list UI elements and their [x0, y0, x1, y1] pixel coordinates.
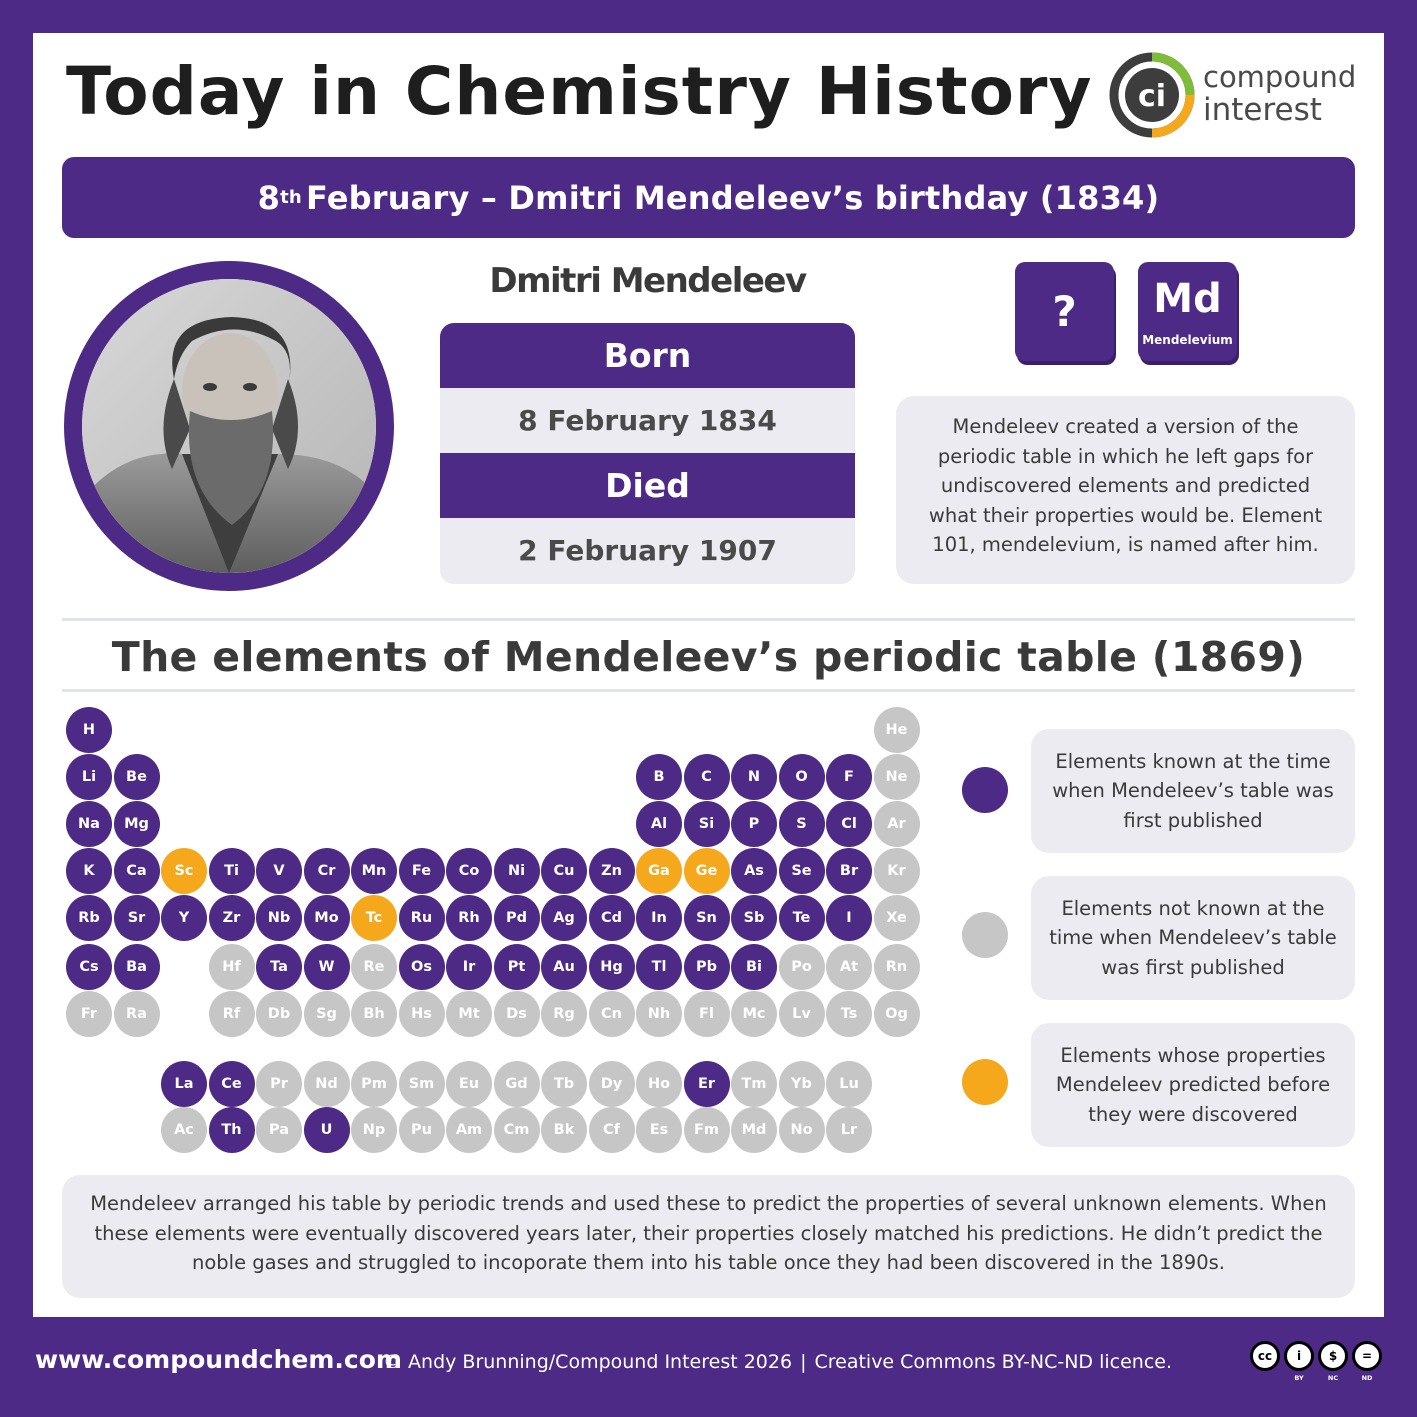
element-mt: Mt	[446, 991, 492, 1037]
element-ts: Ts	[826, 991, 872, 1037]
element-og: Og	[874, 991, 920, 1037]
mendelevium-name: Mendelevium	[1142, 333, 1233, 347]
element-cm: Cm	[494, 1107, 540, 1153]
infographic-card	[33, 33, 1384, 1317]
element-au: Au	[541, 944, 587, 990]
element-ru: Ru	[399, 895, 445, 941]
element-te: Te	[779, 895, 825, 941]
divider-top	[62, 618, 1355, 621]
legend-known-dot	[962, 767, 1008, 813]
element-s: S	[779, 801, 825, 847]
element-hg: Hg	[589, 944, 635, 990]
element-k: K	[66, 848, 112, 894]
element-br: Br	[826, 848, 872, 894]
person-name: Dmitri Mendeleev	[489, 261, 806, 301]
logo-line1: compound	[1203, 60, 1357, 94]
element-al: Al	[636, 801, 682, 847]
element-b: B	[636, 754, 682, 800]
element-xe: Xe	[874, 895, 920, 941]
element-ba: Ba	[114, 944, 160, 990]
element-lv: Lv	[779, 991, 825, 1037]
element-pu: Pu	[399, 1107, 445, 1153]
element-cl: Cl	[826, 801, 872, 847]
element-nd: Nd	[304, 1061, 350, 1107]
element-co: Co	[446, 848, 492, 894]
element-ca: Ca	[114, 848, 160, 894]
logo-mark: ci	[1137, 79, 1167, 114]
cc-nc-label: NC	[1327, 1374, 1339, 1382]
cc-nd-icon: =	[1352, 1341, 1382, 1371]
element-th: Th	[209, 1107, 255, 1153]
element-f: F	[826, 754, 872, 800]
main-title: Today in Chemistry History	[66, 53, 1093, 130]
cc-by-icon: i	[1284, 1341, 1314, 1371]
element-se: Se	[779, 848, 825, 894]
element-in: In	[636, 895, 682, 941]
compound-interest-logo	[1108, 51, 1368, 136]
banner-day-suffix: th	[280, 187, 302, 208]
footer-url-link[interactable]: www.compoundchem.com	[35, 1345, 402, 1374]
element-pt: Pt	[494, 944, 540, 990]
element-bk: Bk	[541, 1107, 587, 1153]
element-fl: Fl	[684, 991, 730, 1037]
element-tm: Tm	[731, 1061, 777, 1107]
born-label: Born	[440, 323, 855, 388]
mendelevium-tile	[1138, 262, 1237, 361]
element-am: Am	[446, 1107, 492, 1153]
licence-text: Creative Commons BY-NC-ND licence.	[814, 1351, 1173, 1373]
element-cf: Cf	[589, 1107, 635, 1153]
element-p: P	[731, 801, 777, 847]
legend-predicted-text: Elements whose properties Mendeleev predicted before they were discovered	[1031, 1023, 1355, 1147]
element-nb: Nb	[256, 895, 302, 941]
element-ni: Ni	[494, 848, 540, 894]
element-rb: Rb	[66, 895, 112, 941]
portrait-photo	[64, 261, 394, 591]
element-fm: Fm	[684, 1107, 730, 1153]
element-ac: Ac	[161, 1107, 207, 1153]
legend-predicted-dot	[962, 1059, 1008, 1105]
element-lu: Lu	[826, 1061, 872, 1107]
element-n: N	[731, 754, 777, 800]
element-u: U	[304, 1107, 350, 1153]
element-ds: Ds	[494, 991, 540, 1037]
element-rf: Rf	[209, 991, 255, 1037]
element-ne: Ne	[874, 754, 920, 800]
legend-unknown-dot	[962, 912, 1008, 958]
divider-bottom	[62, 689, 1355, 692]
element-sr: Sr	[114, 895, 160, 941]
banner-day: 8	[257, 178, 281, 217]
copyright-text: © Andy Brunning/Compound Interest 2026	[383, 1351, 793, 1373]
element-ra: Ra	[114, 991, 160, 1037]
element-cn: Cn	[589, 991, 635, 1037]
cc-licence-badges	[1250, 1341, 1385, 1387]
element-tb: Tb	[541, 1061, 587, 1107]
element-db: Db	[256, 991, 302, 1037]
element-pr: Pr	[256, 1061, 302, 1107]
element-si: Si	[684, 801, 730, 847]
element-pm: Pm	[351, 1061, 397, 1107]
element-he: He	[874, 707, 920, 753]
element-ir: Ir	[446, 944, 492, 990]
element-dy: Dy	[589, 1061, 635, 1107]
cc-by-label: BY	[1294, 1374, 1304, 1382]
description-box: Mendeleev created a version of the periodic table in which he left gaps for undiscovered elements and predicted what their properties would be. Element 101, mendelevium, is named after him.	[896, 396, 1355, 584]
element-at: At	[826, 944, 872, 990]
element-yb: Yb	[779, 1061, 825, 1107]
element-h: H	[66, 707, 112, 753]
ci-logo-icon	[1108, 51, 1196, 139]
element-sg: Sg	[304, 991, 350, 1037]
element-re: Re	[351, 944, 397, 990]
element-zr: Zr	[209, 895, 255, 941]
died-date: 2 February 1907	[518, 534, 777, 567]
element-kr: Kr	[874, 848, 920, 894]
element-tc: Tc	[351, 895, 397, 941]
element-bh: Bh	[351, 991, 397, 1037]
element-pd: Pd	[494, 895, 540, 941]
element-sm: Sm	[399, 1061, 445, 1107]
element-la: La	[161, 1061, 207, 1107]
element-np: Np	[351, 1107, 397, 1153]
element-os: Os	[399, 944, 445, 990]
element-nh: Nh	[636, 991, 682, 1037]
logo-line2: interest	[1203, 92, 1322, 128]
element-no: No	[779, 1107, 825, 1153]
element-hs: Hs	[399, 991, 445, 1037]
element-o: O	[779, 754, 825, 800]
element-sb: Sb	[731, 895, 777, 941]
born-date: 8 February 1834	[518, 404, 777, 437]
element-ga: Ga	[636, 848, 682, 894]
mendelevium-symbol: Md	[1153, 276, 1222, 322]
element-pa: Pa	[256, 1107, 302, 1153]
died-label: Died	[440, 453, 855, 518]
element-ge: Ge	[684, 848, 730, 894]
element-cs: Cs	[66, 944, 112, 990]
element-sn: Sn	[684, 895, 730, 941]
element-i: I	[826, 895, 872, 941]
element-mo: Mo	[304, 895, 350, 941]
element-eu: Eu	[446, 1061, 492, 1107]
element-cu: Cu	[541, 848, 587, 894]
element-po: Po	[779, 944, 825, 990]
element-sc: Sc	[161, 848, 207, 894]
element-es: Es	[636, 1107, 682, 1153]
element-c: C	[684, 754, 730, 800]
element-md: Md	[731, 1107, 777, 1153]
element-li: Li	[66, 754, 112, 800]
footnote-box: Mendeleev arranged his table by periodic trends and used these to predict the properties of several unknown elements. When these elements were eventually discovered years later, their properties closely matched his predictions. He didn’t predict the noble gases and struggled to incoporate them into his table once they had been discovered in the 1890s.	[62, 1175, 1355, 1298]
element-er: Er	[684, 1061, 730, 1107]
element-ar: Ar	[874, 801, 920, 847]
element-cr: Cr	[304, 848, 350, 894]
element-rh: Rh	[446, 895, 492, 941]
cc-nd-label: ND	[1361, 1374, 1373, 1382]
element-be: Be	[114, 754, 160, 800]
element-gd: Gd	[494, 1061, 540, 1107]
portrait-illustration	[82, 279, 376, 573]
life-dates-panel	[440, 323, 855, 584]
element-fr: Fr	[66, 991, 112, 1037]
table-title: The elements of Mendeleev’s periodic table (1869)	[111, 633, 1306, 681]
element-ho: Ho	[636, 1061, 682, 1107]
element-ti: Ti	[209, 848, 255, 894]
element-na: Na	[66, 801, 112, 847]
element-ta: Ta	[256, 944, 302, 990]
date-banner	[62, 157, 1355, 238]
element-mg: Mg	[114, 801, 160, 847]
element-bi: Bi	[731, 944, 777, 990]
element-zn: Zn	[589, 848, 635, 894]
footer-copyright	[383, 1351, 1172, 1373]
element-hf: Hf	[209, 944, 255, 990]
unknown-element-tile: ?	[1015, 262, 1114, 361]
banner-text: February – Dmitri Mendeleev’s birthday (1834)	[305, 178, 1160, 217]
cc-cc-icon: cc	[1250, 1341, 1280, 1371]
element-tl: Tl	[636, 944, 682, 990]
element-pb: Pb	[684, 944, 730, 990]
legend-known-text: Elements known at the time when Mendeleev’s table was first published	[1031, 729, 1355, 853]
legend-unknown-text: Elements not known at the time when Mendeleev’s table was first published	[1031, 876, 1355, 1000]
element-fe: Fe	[399, 848, 445, 894]
element-v: V	[256, 848, 302, 894]
cc-nc-icon: $	[1318, 1341, 1348, 1371]
element-ce: Ce	[209, 1061, 255, 1107]
element-ag: Ag	[541, 895, 587, 941]
element-cd: Cd	[589, 895, 635, 941]
element-mn: Mn	[351, 848, 397, 894]
element-rg: Rg	[541, 991, 587, 1037]
element-y: Y	[161, 895, 207, 941]
element-mc: Mc	[731, 991, 777, 1037]
element-as: As	[731, 848, 777, 894]
footer-separator: |	[800, 1351, 807, 1373]
element-w: W	[304, 944, 350, 990]
element-rn: Rn	[874, 944, 920, 990]
element-lr: Lr	[826, 1107, 872, 1153]
